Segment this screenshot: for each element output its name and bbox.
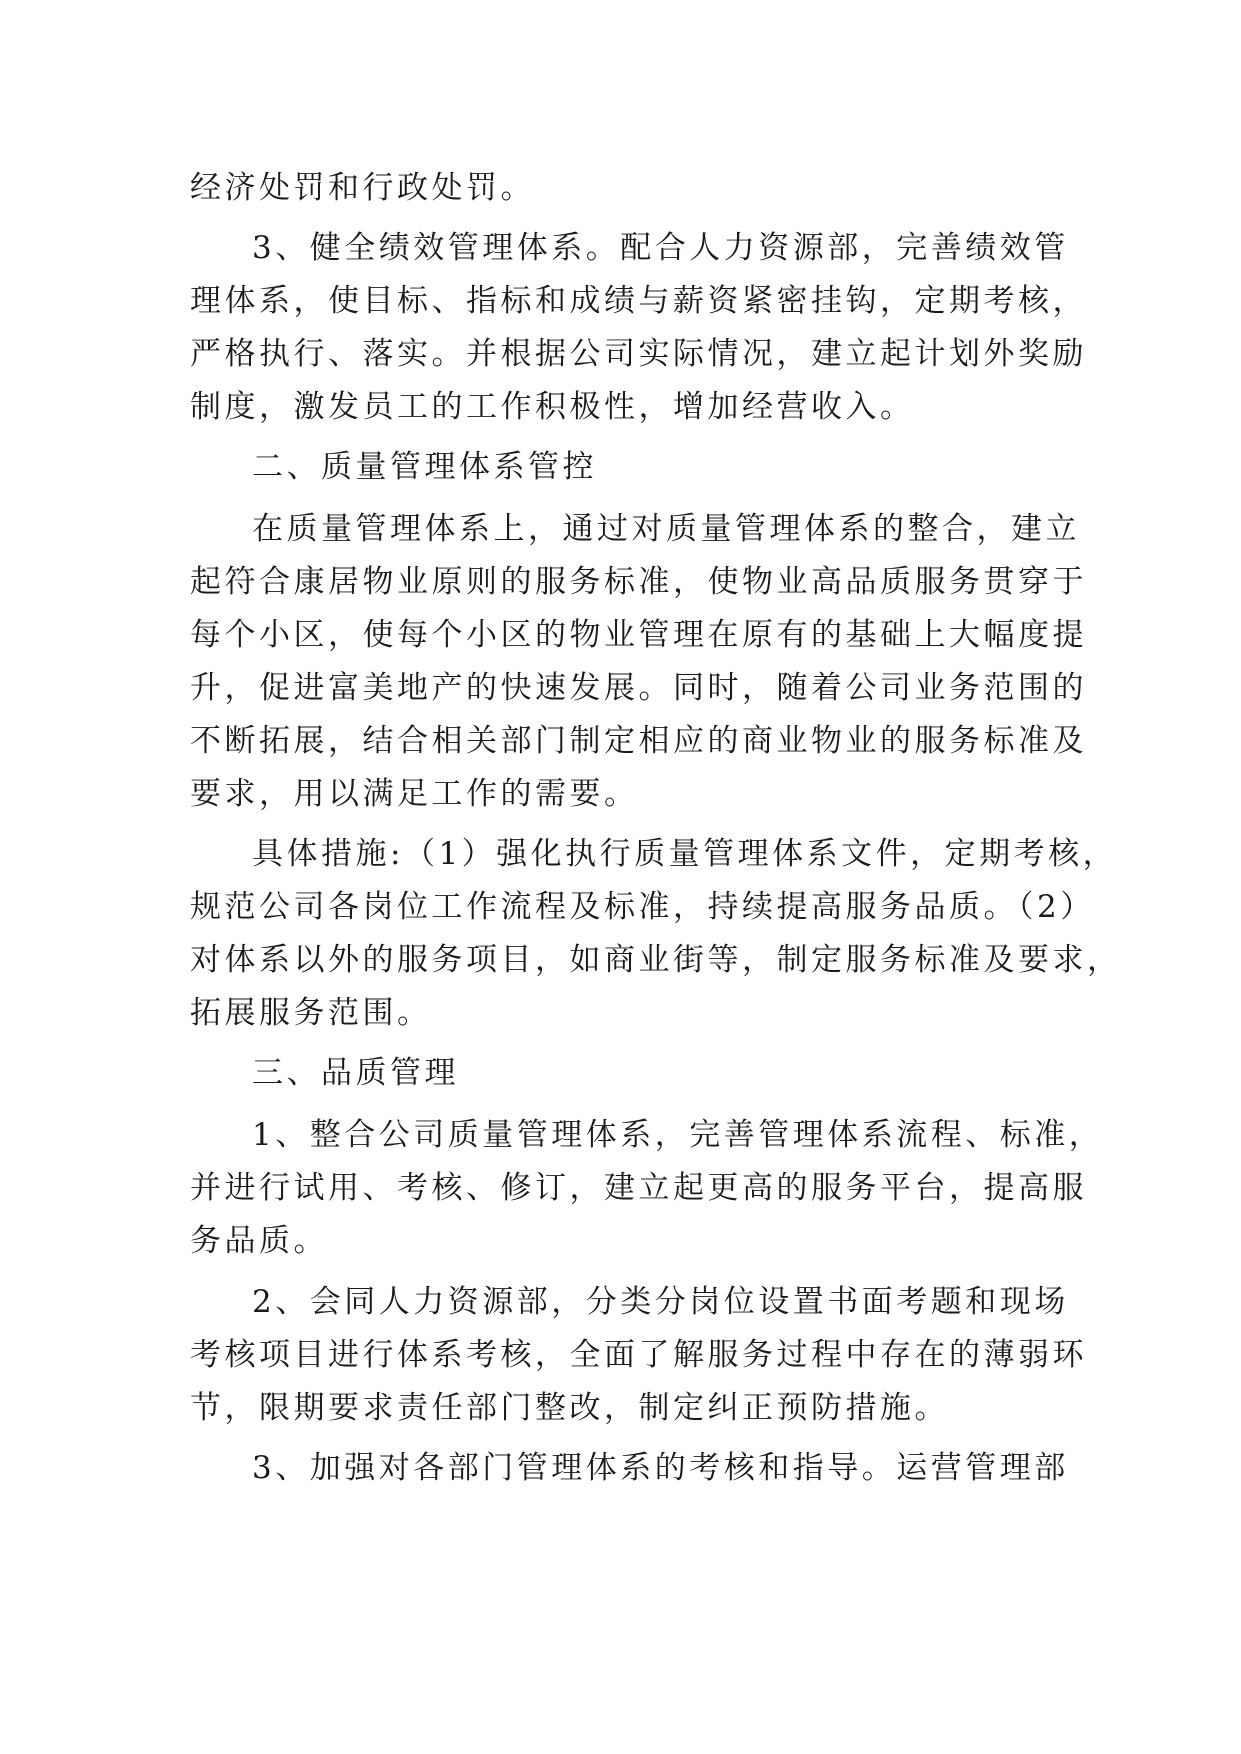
text-line: 具体措施:（1）强化执行质量管理体系文件，定期考核， — [252, 836, 1118, 872]
text-line: 节，限期要求责任部门整改，制定纠正预防措施。 — [190, 1390, 949, 1426]
text-line: 制度，激发员工的工作积极性，增加经营收入。 — [190, 389, 915, 425]
text-line: 不断拓展，结合相关部门制定相应的商业物业的服务标准及 — [190, 723, 1087, 759]
text-line: 起符合康居物业原则的服务标准，使物业高品质服务贯穿于 — [190, 564, 1087, 600]
text-line: 3、加强对各部门管理体系的考核和指导。运营管理部 — [252, 1450, 1069, 1486]
text-line: 2、会同人力资源部，分类分岗位设置书面考题和现场 — [252, 1284, 1069, 1320]
text-line: 务品质。 — [190, 1223, 328, 1259]
text-line: 并进行试用、考核、修订，建立起更高的服务平台，提高服 — [190, 1170, 1087, 1206]
text-line: 3、健全绩效管理体系。配合人力资源部，完善绩效管 — [252, 230, 1069, 266]
text-line: 1、整合公司质量管理体系，完善管理体系流程、标准， — [252, 1117, 1104, 1153]
text-line: 拓展服务范围。 — [190, 995, 432, 1031]
text-line: 规范公司各岗位工作流程及标准，持续提高服务品质。（2） — [190, 889, 1095, 925]
section-heading: 三、品质管理 — [252, 1055, 459, 1091]
text-line: 要求，用以满足工作的需要。 — [190, 776, 639, 812]
text-line: 经济处罚和行政处罚。 — [190, 170, 535, 206]
section-heading: 二、质量管理体系管控 — [252, 449, 597, 485]
text-line: 升，促进富美地产的快速发展。同时，随着公司业务范围的 — [190, 670, 1087, 706]
text-line: 理体系，使目标、指标和成绩与薪资紧密挂钩，定期考核， — [190, 283, 1087, 319]
text-line: 考核项目进行体系考核，全面了解服务过程中存在的薄弱环 — [190, 1337, 1087, 1373]
text-line: 在质量管理体系上，通过对质量管理体系的整合，建立 — [252, 511, 1080, 547]
text-line: 每个小区，使每个小区的物业管理在原有的基础上大幅度提 — [190, 617, 1087, 653]
text-line: 对体系以外的服务项目，如商业街等，制定服务标准及要求， — [190, 942, 1122, 978]
text-line: 严格执行、落实。并根据公司实际情况，建立起计划外奖励 — [190, 336, 1087, 372]
